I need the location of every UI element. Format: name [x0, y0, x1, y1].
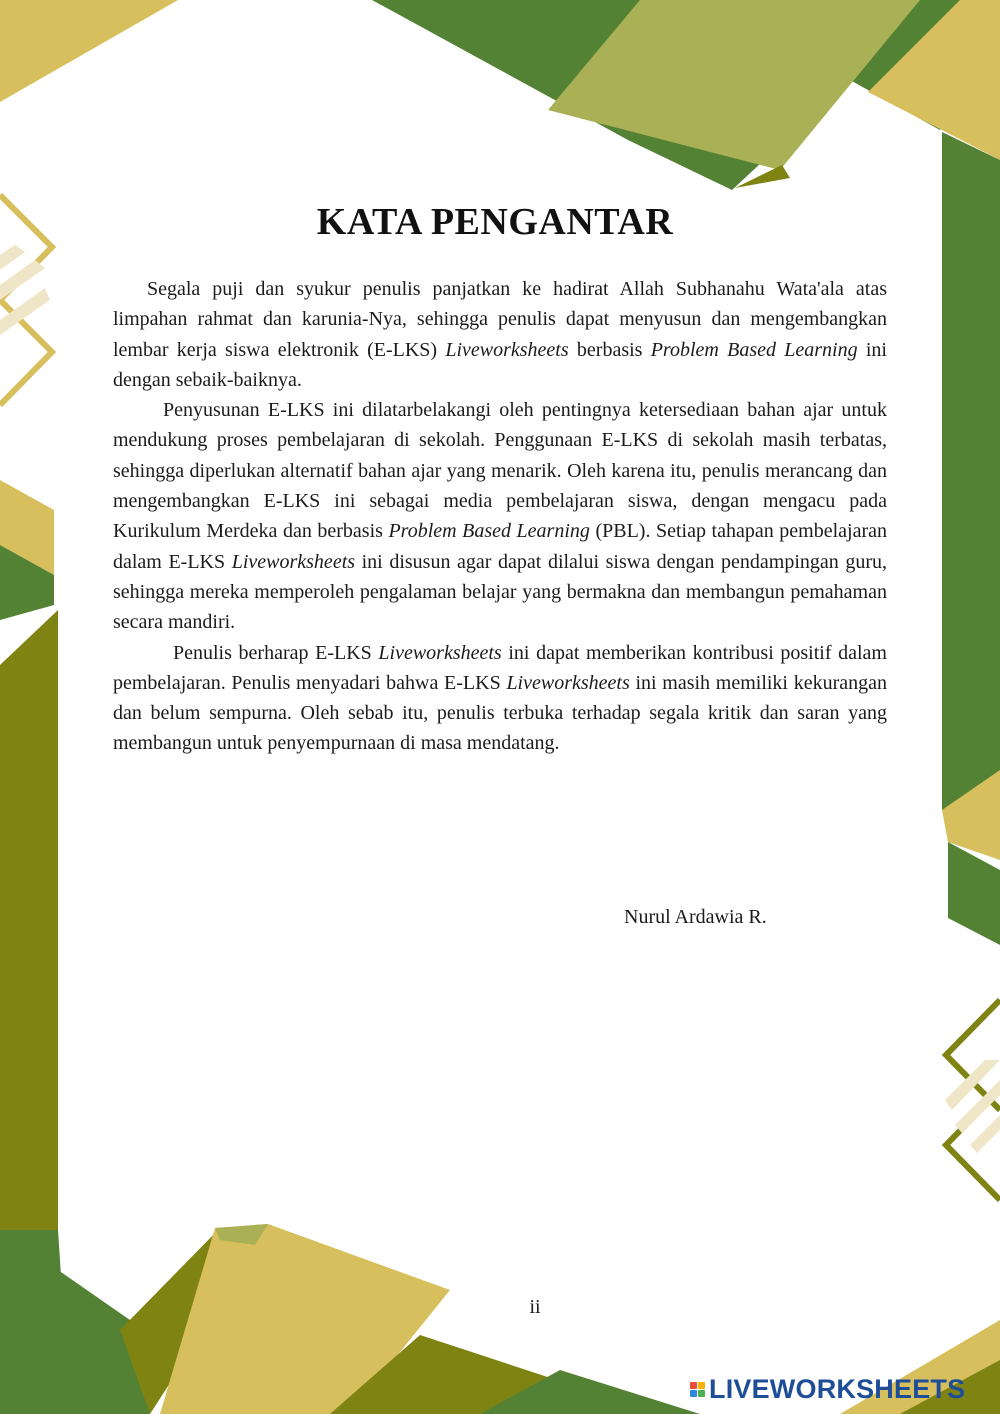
text-run: berbasis: [568, 338, 651, 361]
text-run: Penulis berharap E-LKS: [173, 641, 379, 664]
logo-square: [690, 1390, 697, 1397]
text-run: ini masih memiliki kekurangan dan belum sempurna. Oleh sebab itu, penulis terbuka terhadap segala kritik dan saran yang membangun untuk penyempurnaan di masa mendatang.: [113, 671, 887, 755]
logo-square: [690, 1382, 697, 1389]
text-run: Segala puji dan syukur penulis panjatkan ke hadirat Allah Subhanahu Wata'ala atas limpahan rahmat dan karunia-Nya, sehingga penulis dapat menyusun dan mengembangkan lembar kerja siswa elektronik (E-LKS): [113, 278, 887, 361]
text-run: ini disusun agar dapat dilalui siswa dengan pendampingan guru, sehingga mereka memperoleh pengalaman belajar yang bermakna dan membangun pemahaman secara mandiri.: [113, 550, 888, 634]
paragraph-3: [113, 638, 887, 759]
italic-term: Liveworksheets: [445, 338, 569, 361]
text-run: ini dengan sebaik-baiknya.: [113, 338, 887, 391]
paragraph-1: [113, 274, 887, 395]
text-run: Penyusunan E-LKS ini dilatarbelakangi oleh pentingnya ketersediaan bahan ajar untuk mendukung proses pembelajaran di sekolah. Penggunaan E-LKS di sekolah masih terbatas, sehingga diperlukan alternatif bahan ajar yang menarik. Oleh karena itu, penulis merancang dan mengembangkan E-LKS ini sebagai media pembelajaran siswa, dengan mengacu pada Kurikulum Merdeka dan berbasis: [113, 399, 887, 543]
text-run: (PBL). Setiap tahapan pembelajaran dalam E-LKS: [113, 520, 887, 573]
italic-term: Problem Based Learning: [388, 520, 590, 543]
body-text: [113, 274, 887, 759]
paragraph-2: [113, 395, 887, 637]
italic-term: Liveworksheets: [231, 550, 356, 573]
text-run: ini dapat memberikan kontribusi positif dalam pembelajaran. Penulis menyadari bahwa E-LKS: [113, 641, 887, 694]
liveworksheets-logo-icon: [690, 1382, 705, 1397]
logo-square: [698, 1382, 705, 1389]
watermark-text: LIVEWORKSHEETS: [709, 1373, 966, 1404]
italic-term: Liveworksheets: [506, 671, 630, 694]
italic-term: Liveworksheets: [378, 641, 502, 664]
page-title: KATA PENGANTAR: [316, 201, 674, 243]
liveworksheets-watermark: [690, 1374, 990, 1404]
logo-square: [698, 1390, 705, 1397]
author-signature: Nurul Ardawia R.: [624, 906, 767, 928]
italic-term: Problem Based Learning: [650, 338, 858, 361]
page-number: ii: [529, 1296, 541, 1318]
